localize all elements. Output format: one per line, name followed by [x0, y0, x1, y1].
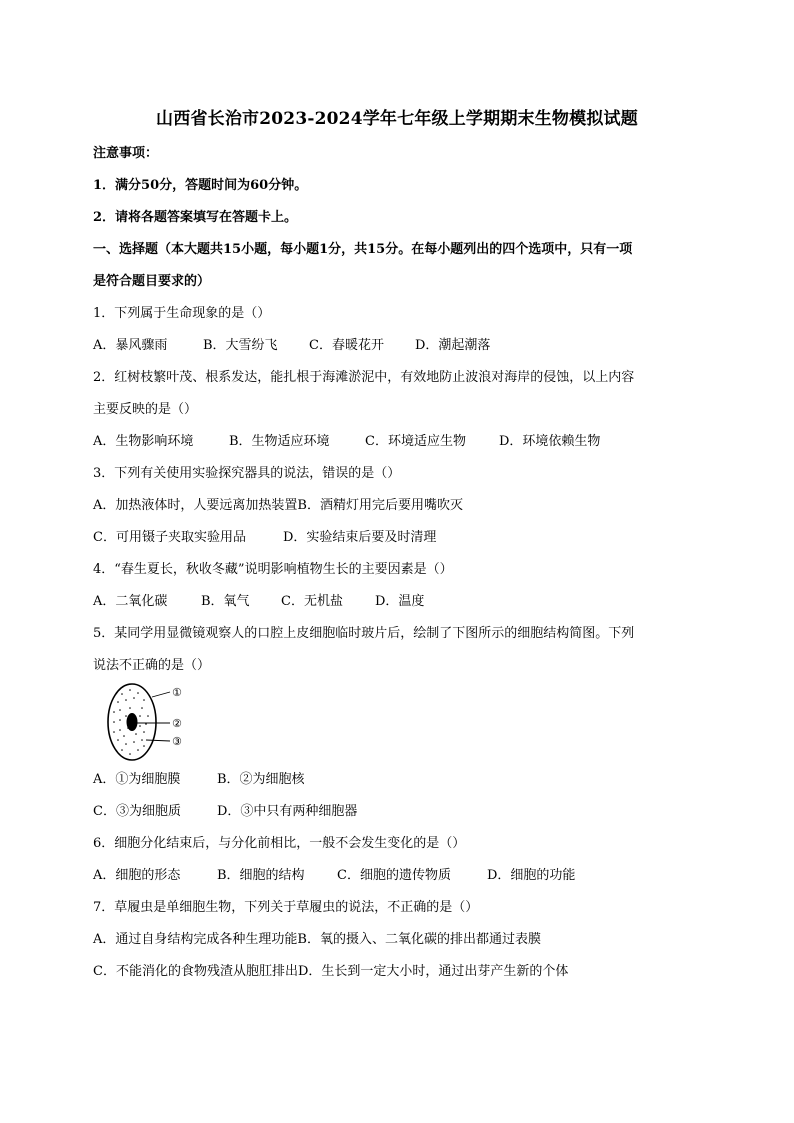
q4-option-d: D．温度 [375, 594, 425, 609]
question-3-options-ab: A．加热液体时，人要远离加热装置B．酒精灯用完后要用嘴吹灭 [93, 498, 463, 513]
q1-option-a: A．暴风骤雨 [93, 338, 168, 353]
label-2: ② [172, 717, 182, 730]
q2-option-c: C．环境适应生物 [365, 434, 466, 449]
question-3-options-cd [93, 530, 436, 546]
question-1-options [93, 338, 490, 354]
question-2-options [93, 434, 600, 450]
q1-option-b: B．大雪纷飞 [203, 338, 278, 353]
q3-option-d: D．实验结束后要及时清理 [283, 530, 437, 545]
q2-option-d: D．环境依赖生物 [499, 434, 601, 449]
question-6-stem: 6．细胞分化结束后，与分化前相比，一般不会发生变化的是（） [93, 836, 466, 851]
q5-option-d: D．③中只有两种细胞器 [217, 804, 358, 819]
q4-option-b: B．氧气 [201, 594, 250, 609]
notice-item-2: 2．请将各题答案填写在答题卡上。 [93, 210, 298, 225]
cell-nucleus [127, 713, 138, 731]
q6-option-c: C．细胞的遗传物质 [337, 868, 451, 883]
q6-option-b: B．细胞的结构 [217, 868, 305, 883]
question-1-stem: 1．下列属于生命现象的是（） [93, 306, 271, 321]
question-2-stem-line1: 2．红树枝繁叶茂、根系发达，能扎根于海滩淤泥中，有效地防止波浪对海岸的侵蚀，以上内容 [93, 370, 635, 385]
question-4-stem: 4．“春生夏长，秋收冬藏”说明影响植物生长的主要因素是（） [93, 562, 453, 577]
q1-option-c: C．春暖花开 [309, 338, 384, 353]
q4-option-c: C．无机盐 [281, 594, 343, 609]
q2-option-b: B．生物适应环境 [229, 434, 330, 449]
question-6-options [93, 868, 575, 884]
label-1-pointer [152, 692, 170, 697]
q1-option-d: D．潮起潮落 [415, 338, 491, 353]
question-5-stem-line2: 说法不正确的是（） [93, 658, 211, 673]
question-7-options-ab: A．通过自身结构完成各种生理功能B．氧的摄入、二氧化碳的排出都通过表膜 [93, 932, 541, 947]
question-2-stem-line2: 主要反映的是（） [93, 402, 198, 417]
label-1: ① [172, 686, 182, 699]
question-7-options-cd: C．不能消化的食物残渣从胞肛排出D．生长到一定大小时，通过出芽产生新的个体 [93, 964, 569, 979]
q4-option-a: A．二氧化碳 [93, 594, 168, 609]
section-heading-line1: 一、选择题（本大题共15小题，每小题1分，共15分。在每小题列出的四个选项中，只有一项 [93, 242, 633, 257]
q5-option-a: A．①为细胞膜 [93, 772, 181, 787]
section-heading-line2: 是符合题目要求的） [93, 274, 211, 289]
question-4-options [93, 594, 424, 610]
question-5-options-cd [93, 804, 357, 820]
question-5-options-ab [93, 772, 305, 788]
label-3: ③ [172, 735, 182, 748]
q2-option-a: A．生物影响环境 [93, 434, 194, 449]
notice-item-1: 1．满分50分，答题时间为60分钟。 [93, 178, 308, 193]
cell-diagram-svg [100, 680, 200, 764]
question-3-stem: 3．下列有关使用实验探究器具的说法，错误的是（） [93, 466, 401, 481]
q5-option-b: B．②为细胞核 [217, 772, 305, 787]
cell-diagram [100, 680, 200, 764]
notice-heading: 注意事项： [93, 146, 159, 161]
q6-option-d: D．细胞的功能 [487, 868, 576, 883]
q3-option-c: C．可用镊子夹取实验用品 [93, 530, 246, 545]
question-7-stem: 7．草履虫是单细胞生物，下列关于草履虫的说法，不正确的是（） [93, 900, 479, 915]
page-title: 山西省长治市2023-2024学年七年级上学期期末生物模拟试题 [156, 109, 638, 129]
question-5-stem-line1: 5．某同学用显微镜观察人的口腔上皮细胞临时玻片后，绘制了下图所示的细胞结构简图。下列 [93, 626, 635, 641]
q6-option-a: A．细胞的形态 [93, 868, 181, 883]
q5-option-c: C．③为细胞质 [93, 804, 181, 819]
